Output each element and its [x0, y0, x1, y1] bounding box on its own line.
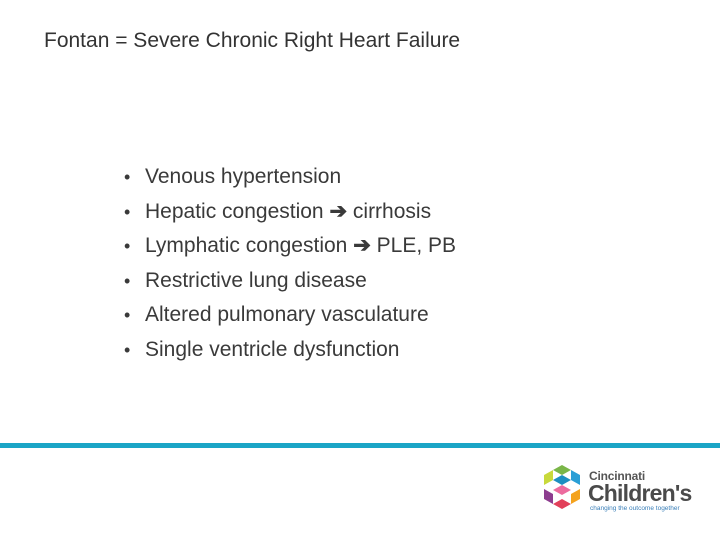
footer-divider [0, 443, 720, 448]
bullet-item [124, 160, 456, 195]
bullet-item [124, 298, 456, 333]
arrow-right-icon: ➔ [353, 234, 371, 258]
logo-tagline: changing the outcome together [590, 505, 680, 512]
bullet-item [124, 195, 456, 230]
slide-title: Fontan = Severe Chronic Right Heart Failure [44, 29, 461, 52]
bullet-text: Venous hypertension [145, 165, 342, 188]
arrow-right-icon: ➔ [329, 199, 348, 223]
bullet-text: Restrictive lung disease [145, 268, 367, 292]
bullet-text: Altered pulmonary vasculature [145, 303, 429, 327]
cincinnati-childrens-logo [539, 461, 714, 517]
bullet-icon: • [124, 236, 131, 257]
bullet-icon: • [124, 167, 131, 187]
bullet-icon: • [124, 305, 131, 326]
bullet-text: Hepatic congestion [145, 199, 330, 223]
bullet-item [124, 333, 456, 368]
bullet-item [124, 264, 456, 299]
bullet-icon: • [124, 270, 131, 291]
bullet-text: Single ventricle dysfunction [145, 337, 400, 361]
bullet-suffix: PLE, PB [370, 234, 457, 258]
bullet-icon: • [124, 201, 131, 222]
bullet-list [124, 160, 456, 368]
bullet-icon: • [124, 339, 131, 360]
bullet-suffix: cirrhosis [347, 199, 432, 223]
logo-top-text: Cincinnati [589, 469, 646, 483]
bullet-text: Lymphatic congestion [145, 234, 354, 258]
bullet-item [124, 229, 456, 264]
logo-main-text: Children's [588, 480, 692, 506]
logo-mark-icon [539, 461, 585, 513]
